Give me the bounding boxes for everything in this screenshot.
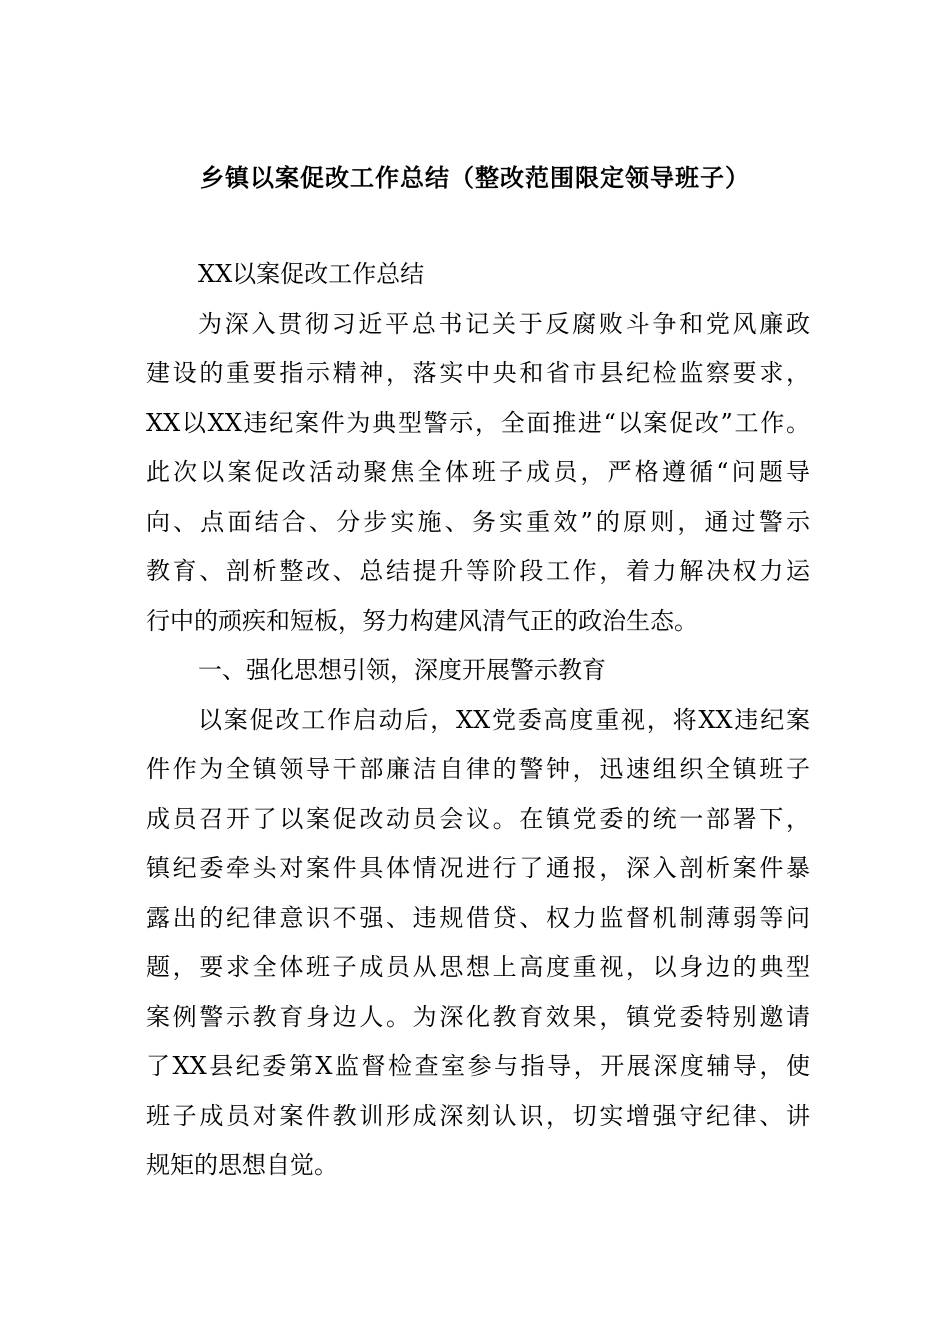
paragraph-line: 此次以案促改活动聚焦全体班子成员，严格遵循“问题导 <box>146 458 810 486</box>
paragraph-line: 为深入贯彻习近平总书记关于反腐败斗争和党风廉政 <box>198 309 810 338</box>
document-subtitle: XX以案促改工作总结 <box>198 260 425 288</box>
paragraph-line: 教育、剖析整改、总结提升等阶段工作，着力解决权力运 <box>146 557 810 585</box>
document-title: 乡镇以案促改工作总结（整改范围限定领导班子） <box>200 163 750 192</box>
section-heading: 一、强化思想引领，深度开展警示教育 <box>198 656 606 684</box>
document-body <box>146 250 810 1191</box>
paragraph-line: 规矩的思想自觉。 <box>146 1151 338 1179</box>
paragraph-line: 行中的顽疾和短板，努力构建风清气正的政治生态。 <box>146 606 698 635</box>
paragraph-line: 以案促改工作启动后，XX党委高度重视，将XX违纪案 <box>198 705 810 734</box>
paragraph-line: 了XX县纪委第X监督检查室参与指导，开展深度辅导，使 <box>146 1052 810 1080</box>
paragraph-line: 题，要求全体班子成员从思想上高度重视，以身边的典型 <box>146 953 810 981</box>
paragraph-line: 班子成员对案件教训形成深刻认识，切实增强守纪律、讲 <box>146 1101 810 1130</box>
paragraph-line: 向、点面结合、分步实施、务实重效”的原则，通过警示 <box>146 507 810 536</box>
paragraph-line: 件作为全镇领导干部廉洁自律的警钟，迅速组织全镇班子 <box>146 755 810 783</box>
paragraph-line: 建设的重要指示精神，落实中央和省市县纪检监察要求， <box>146 359 810 387</box>
paragraph-line: 露出的纪律意识不强、违规借贷、权力监督机制薄弱等问 <box>146 903 810 932</box>
paragraph-line: 成员召开了以案促改动员会议。在镇党委的统一部署下， <box>146 804 810 833</box>
paragraph-line: XX以XX违纪案件为典型警示，全面推进“以案促改”工作。 <box>146 408 810 437</box>
paragraph-line: 镇纪委牵头对案件具体情况进行了通报，深入剖析案件暴 <box>146 854 810 882</box>
paragraph-line: 案例警示教育身边人。为深化教育效果，镇党委特别邀请 <box>146 1002 810 1031</box>
